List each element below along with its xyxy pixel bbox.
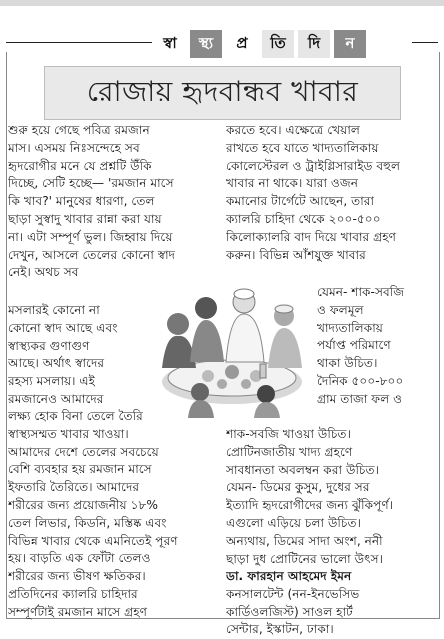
section-rule-right [412, 42, 438, 43]
text-line: ইত্যাদি হৃদরোগীদের জন্য ঝুঁকিপূর্ণ। [226, 498, 394, 513]
text-line: সাবধানতা অবলম্বন করা উচিত। [226, 462, 380, 477]
text-line: কোনো স্বাদ আছে এবং [8, 320, 118, 335]
text-line: দেখুন, আসলে তেলের কোনো স্বাদ [8, 247, 176, 262]
column-1-top [8, 122, 220, 282]
author-line: কনসালটেন্ট (নন-ইনভেসিভ [226, 586, 360, 601]
text-line: তেল লিভার, কিডনি, মস্তিষ্ক এবং [8, 515, 167, 530]
column-1-middle [8, 302, 151, 409]
headline-box [44, 66, 401, 120]
text-line: রাখতে হবে যাতে খাদ্যতালিকায় [226, 140, 379, 155]
text-line: গ্রাম তাজা ফল ও [317, 391, 403, 406]
text-line: পর্যাপ্ত পরিমাণে [317, 338, 391, 353]
text-line: মসলারই কোনো না [8, 303, 100, 317]
section-letter: তি [262, 30, 294, 58]
text-line: প্রতিদিনের ক্যালরি চাহিদার [8, 586, 138, 601]
text-line: আছে। অর্থাৎ স্বাদের [8, 356, 105, 371]
section-letter: দি [298, 30, 330, 58]
text-line: হৃদরোগীর মনে যে প্রশ্নটি উঁকি [8, 158, 152, 173]
text-line: রমজানেও আমাদের [8, 391, 104, 406]
column-2-bottom [226, 426, 438, 568]
text-line: দিচ্ছে, সেটি হচ্ছে— 'রমজান মাসে [8, 176, 174, 191]
author-line: সেন্টার, ইস্কাটন, ঢাকা। [226, 622, 334, 637]
text-line: স্বাস্থ্যকর গুণাগুণ [8, 338, 90, 353]
author-block [226, 568, 438, 639]
text-line: কি খাব?' মানুষের ধারণা, তেল [8, 194, 155, 209]
section-letter: স্থ্য [190, 30, 222, 58]
text-line: কমানোর টার্গেটে আছেন, তারা [226, 194, 375, 209]
text-line: ও ফলমূল [317, 302, 364, 317]
text-line: সম্পূর্ণটাই রমজান মাসে গ্রহণ [8, 604, 148, 619]
author-name: ডা. ফারহান আহমেদ ইমন [226, 569, 352, 583]
text-line: করতে হবে। এক্ষেত্রে খেয়াল [226, 123, 360, 137]
top-band [0, 0, 444, 6]
text-line: ছাড়া সুস্বাদু খাবার রান্না করা যায় [8, 211, 162, 226]
section-title [154, 30, 366, 58]
text-line: আমাদের দেশে তেলের সবচেয়ে [8, 444, 159, 459]
text-line: অন্যথায়, ডিমের সাদা অংশ, ননী [226, 533, 383, 548]
text-line: খাবার না থাকে। যারা ওজন [226, 176, 359, 191]
text-line: রহস্য মসলায়। এই [8, 374, 96, 389]
text-line: যেমন- শাক-সবজি [317, 285, 405, 299]
text-line: ছাড়া দুধ প্রোটিনের ভালো উৎস। [226, 551, 384, 566]
section-letter: স্বা [154, 30, 186, 58]
text-line: নেই। অথচ সব [8, 265, 79, 280]
text-line: খাদ্যতালিকায় [317, 320, 383, 335]
column-2-middle [317, 284, 441, 409]
column-1-bottom [8, 408, 220, 622]
section-letter: প্র [226, 30, 258, 58]
text-line: কোলেস্টেরল ও ট্রাইগ্লিসারাইড বহুল [226, 158, 401, 173]
text-line: এগুলো এড়িয়ে চলা উচিত। [226, 515, 362, 530]
text-line: শাক-সবজি খাওয়া উচিত। [226, 427, 351, 441]
text-line: স্বাস্থ্যসম্মত খাবার খাওয়া। [8, 426, 129, 441]
text-line: ক্যালরি চাহিদা থেকে ২০০-৫০০ [226, 211, 381, 226]
iftar-family-illustration [148, 272, 316, 418]
section-rule-left [6, 42, 152, 43]
text-line: বিভিন্ন খাবার থেকে এমনিতেই পূরণ [8, 533, 178, 548]
text-line: হয়। বাড়তি এক ফোঁটা তেলও [8, 551, 151, 566]
section-letter: ন [334, 30, 366, 58]
text-line: শরীরের জন্য প্রয়োজনীয় ১৮% [8, 497, 158, 512]
text-line: ইফতারি তৈরিতে। আমাদের [8, 480, 140, 495]
column-2-top [226, 122, 438, 264]
text-line: শরীরের জন্য ভীষণ ক্ষতিকর। [8, 569, 146, 584]
text-line: করুন। বিভিন্ন আঁশযুক্ত খাবার [226, 247, 366, 262]
text-line: শুরু হয়ে গেছে পবিত্র রমজান [8, 123, 150, 137]
text-line: দৈনিক ৫০০-৮০০ [317, 373, 404, 388]
text-line: কিলোক্যালরি বাদ দিয়ে খাবার গ্রহণ [226, 229, 397, 244]
author-line: কার্ডিওলজিস্ট) সাওল হার্ট [226, 604, 353, 619]
text-line: যেমন- ডিমের কুসুম, দুধের সর [226, 480, 370, 495]
headline: রোজায় হৃদবান্ধব খাবার [86, 74, 359, 108]
text-line: মাস। এসময় নিঃসন্দেহে সব [8, 140, 140, 155]
text-line: লক্ষ্য হোক বিনা তেলে তৈরি [8, 409, 143, 423]
text-line: না। এটা সম্পূর্ণ ভুল। জিহ্বায় দিয়ে [8, 229, 173, 244]
text-line: বেশি ব্যবহার হয় রমজান মাসে [8, 462, 152, 477]
text-line: থাকা উচিত। [317, 356, 378, 371]
text-line: প্রোটিনজাতীয় খাদ্য গ্রহণে [226, 444, 353, 459]
